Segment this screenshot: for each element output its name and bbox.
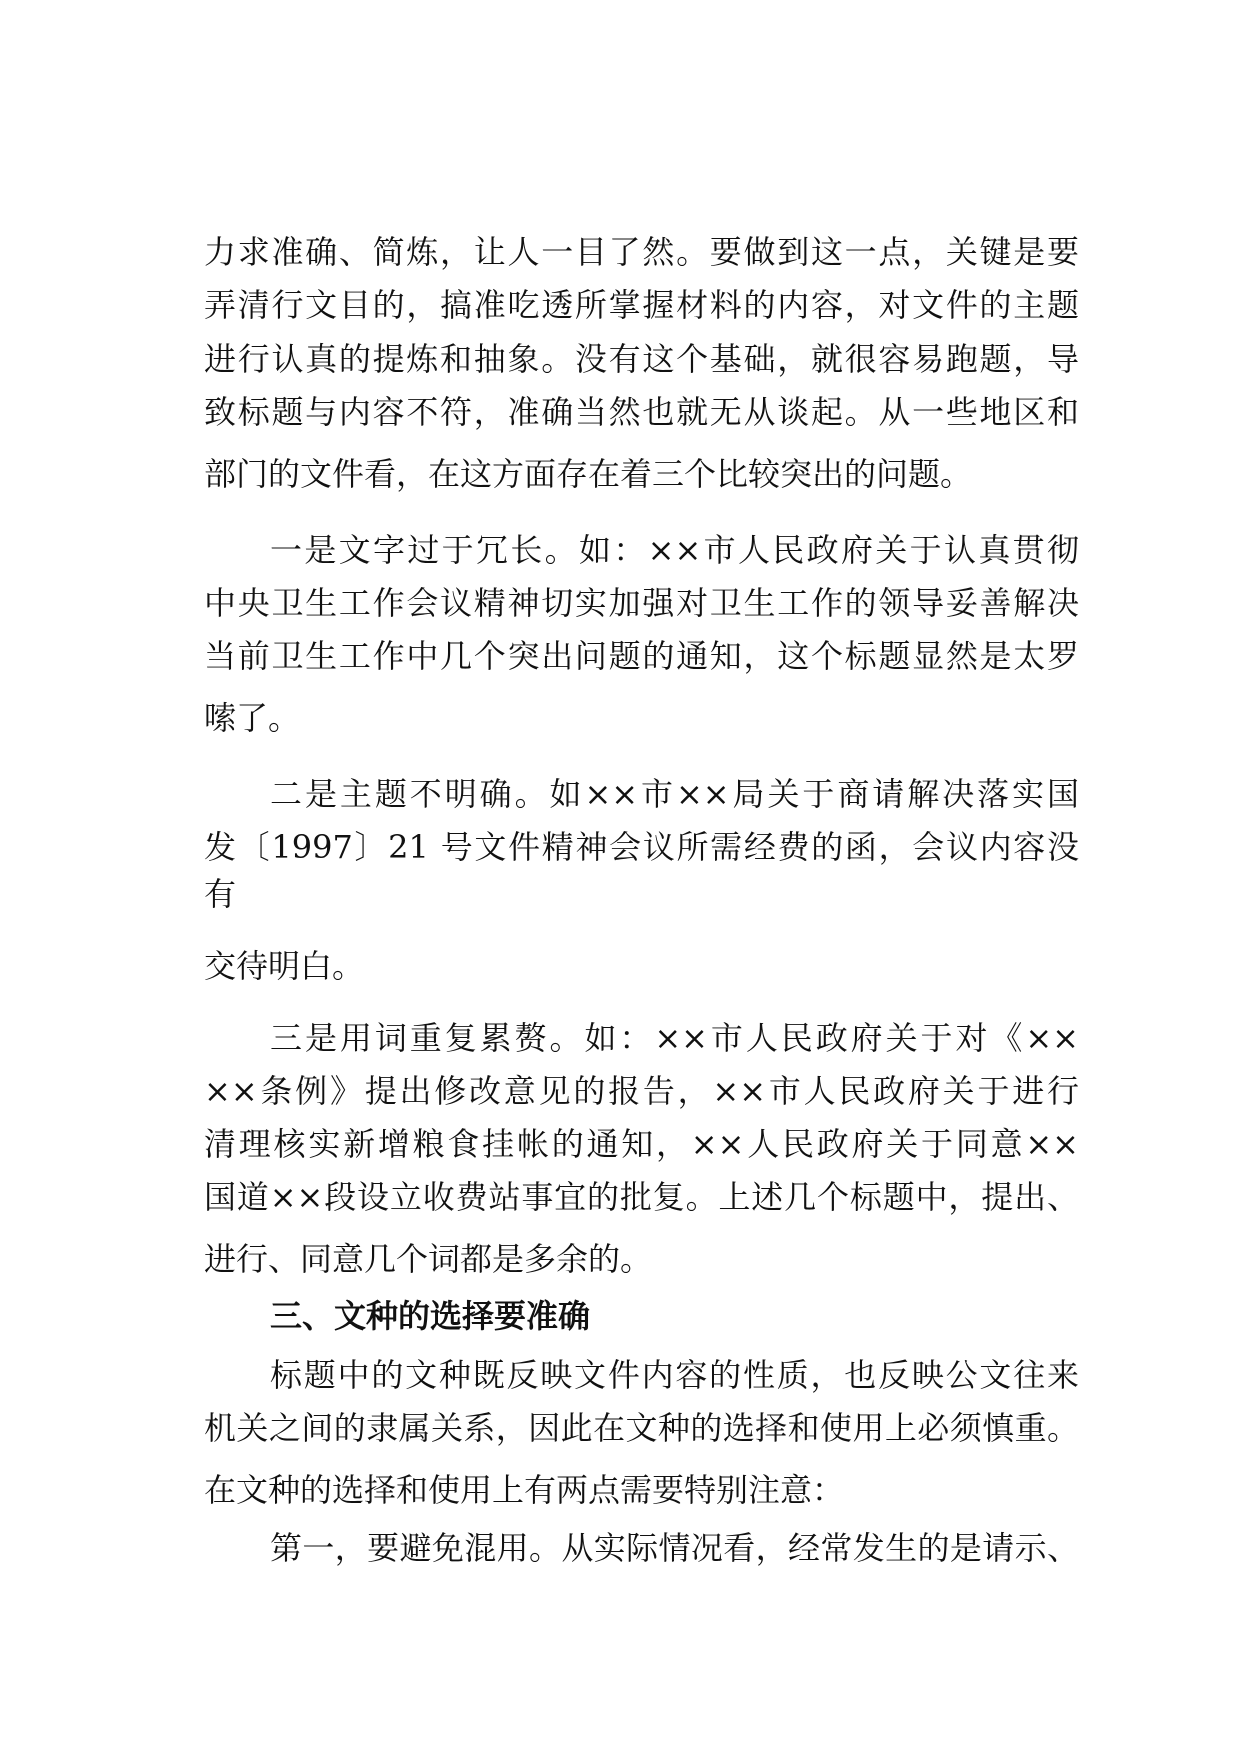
paragraph-first-line: 三是用词重复累赘。如：××市人民政府关于对《×× [270, 1019, 1079, 1057]
body-line: 力求准确、简炼，让人一目了然。要做到这一点，关键是要 [204, 233, 1079, 271]
body-line: 进行、同意几个词都是多余的。 [204, 1240, 653, 1278]
body-line: 进行认真的提炼和抽象。没有这个基础，就很容易跑题，导 [204, 340, 1079, 378]
body-line: 弄清行文目的，搞准吃透所掌握材料的内容，对文件的主题 [204, 286, 1079, 324]
body-line: 清理核实新增粮食挂帐的通知，××人民政府关于同意×× [204, 1125, 1079, 1163]
body-line: 国道××段设立收费站事宜的批复。上述几个标题中，提出、 [204, 1178, 1079, 1216]
body-line: 有 [204, 875, 237, 913]
body-line: 在文种的选择和使用上有两点需要特别注意： [204, 1471, 845, 1509]
body-line: 当前卫生工作中几个突出问题的通知，这个标题显然是太罗 [204, 637, 1079, 675]
section-heading: 三、文种的选择要准确 [270, 1297, 591, 1335]
body-line: ××条例》提出修改意见的报告，××市人民政府关于进行 [204, 1072, 1079, 1110]
body-line: 发〔1997〕21 号文件精神会议所需经费的函，会议内容没 [204, 828, 1079, 866]
body-line: 机关之间的隶属关系，因此在文种的选择和使用上必须慎重。 [204, 1409, 1079, 1447]
body-line: 嗦了。 [204, 699, 301, 737]
body-line: 部门的文件看，在这方面存在着三个比较突出的问题。 [204, 455, 973, 493]
paragraph-first-line: 标题中的文种既反映文件内容的性质，也反映公文往来 [270, 1356, 1079, 1394]
paragraph-first-line: 二是主题不明确。如××市××局关于商请解决落实国 [270, 775, 1079, 813]
paragraph-first-line: 一是文字过于冗长。如：××市人民政府关于认真贯彻 [270, 531, 1079, 569]
body-line: 致标题与内容不符，准确当然也就无从谈起。从一些地区和 [204, 393, 1079, 431]
body-line: 交待明白。 [204, 947, 365, 985]
paragraph-first-line: 第一，要避免混用。从实际情况看，经常发生的是请示、 [270, 1529, 1079, 1567]
body-line: 中央卫生工作会议精神切实加强对卫生工作的领导妥善解决 [204, 584, 1079, 622]
